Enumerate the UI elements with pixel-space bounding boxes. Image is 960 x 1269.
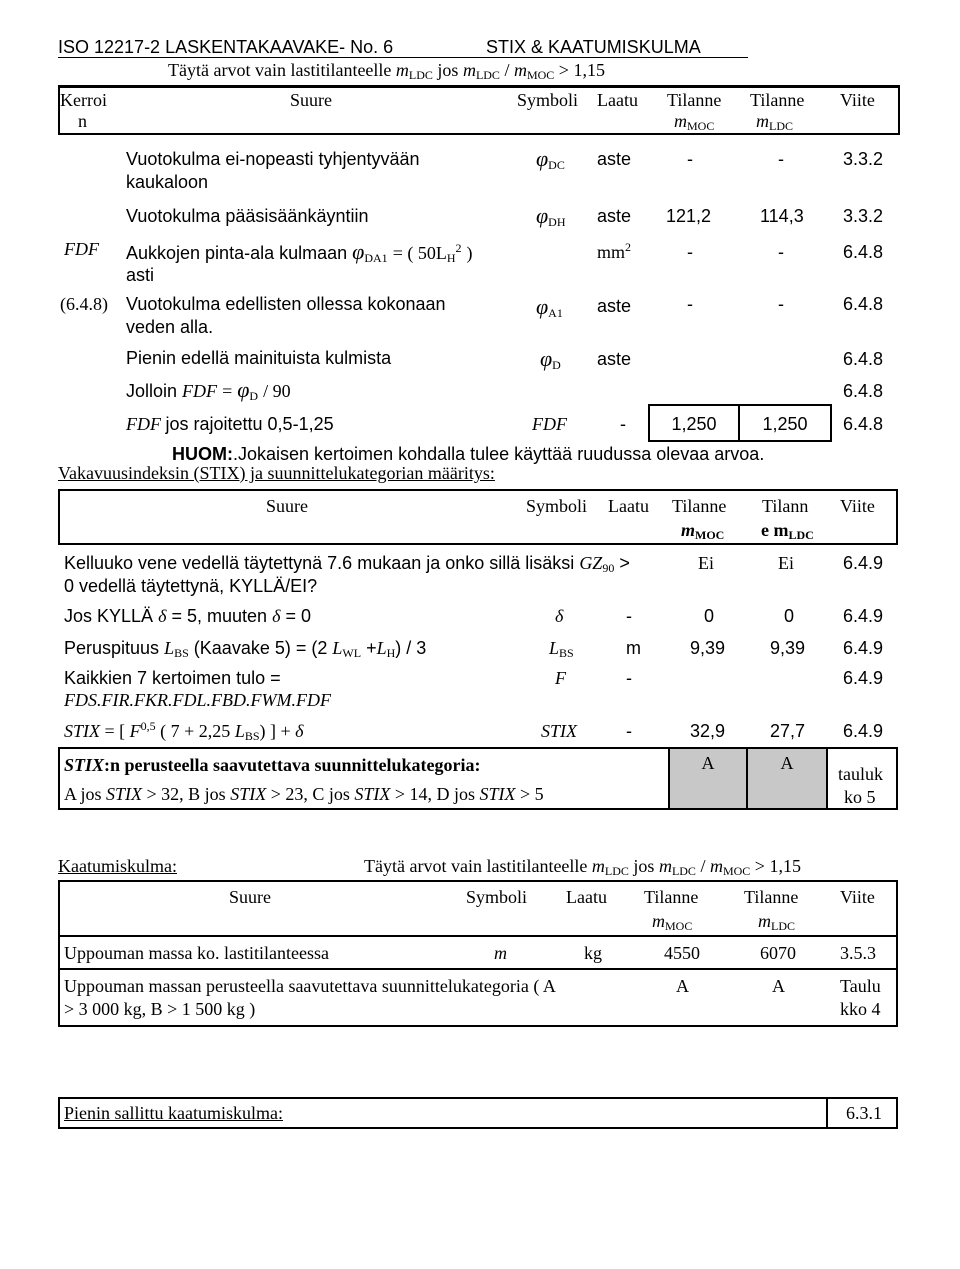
header-m-ldc: $m_{LDC}$ bbox=[756, 111, 793, 133]
t3-row-kategoria-suure: Uppouman massan perusteella saavutettava suunnittelukategoria ( A bbox=[64, 976, 556, 996]
stix-section-title: Vakavuusindeksin (STIX) ja suunnittelukategorian määritys: bbox=[58, 463, 495, 483]
t2-row-kelluuko-moc: Ei bbox=[698, 553, 714, 573]
category-title: STIX:n perusteella saavutettava suunnittelukategoria: bbox=[64, 755, 481, 775]
header-viite: Viite bbox=[840, 90, 875, 110]
row-a1-laatu: aste bbox=[597, 296, 632, 316]
category-viite: tauluk bbox=[838, 764, 883, 784]
row-fdf-viite: 6.4.8 bbox=[843, 414, 884, 434]
row-a1-ldc: - bbox=[778, 294, 784, 314]
t2-row-kelluuko-suure: Kelluuko vene vedellä täytettynä 7.6 mukaan ja onko sillä lisäksi $GZ_{90}$ > bbox=[64, 553, 630, 575]
t2-row-delta-laatu: - bbox=[626, 606, 632, 626]
t2-row-kelluuko-viite: 6.4.9 bbox=[843, 553, 884, 573]
t2-row-delta-moc: 0 bbox=[704, 606, 715, 626]
row-da1-moc: - bbox=[687, 242, 693, 262]
form-subtitle: STIX & KAATUMISKULMA bbox=[486, 37, 701, 57]
t2-header-m-moc: $m_{MOC}$ bbox=[681, 520, 725, 542]
t2-header-viite: Viite bbox=[840, 496, 875, 516]
row-dh-ldc: 114,3 bbox=[760, 206, 804, 226]
row-a1-viite: 6.4.8 bbox=[843, 294, 884, 314]
t3-header-viite: Viite bbox=[840, 887, 875, 907]
t3-row-massa-laatu: kg bbox=[584, 943, 602, 963]
t4-divider bbox=[826, 1097, 828, 1129]
row-fdf-suure: FDF jos rajoitettu 0,5-1,25 bbox=[126, 414, 334, 434]
t2-header-symboli: Symboli bbox=[526, 496, 588, 516]
t3-row-massa-moc: 4550 bbox=[664, 943, 700, 963]
t2-row-lbs-symbol: $L_{BS}$ bbox=[549, 638, 574, 660]
header-kerroin-2: n bbox=[78, 111, 87, 131]
t2-row-lbs-viite: 6.4.9 bbox=[843, 638, 884, 658]
t2-row-delta-viite: 6.4.9 bbox=[843, 606, 884, 626]
category-viite-2: ko 5 bbox=[844, 787, 876, 807]
t2-row-stix-suure: STIX = [ F$^{0,5}$ ( 7 + 2,25 $L_{BS}$) ] + δ bbox=[64, 719, 304, 743]
t2-row-f-suure-2: FDS.FIR.FKR.FDL.FBD.FWM.FDF bbox=[64, 690, 331, 710]
t2-row-kelluuko-ldc: Ei bbox=[778, 553, 794, 573]
row-a1-symbol: $\varphi_{A1}$ bbox=[536, 294, 563, 320]
t2-row-lbs-moc: 9,39 bbox=[690, 638, 726, 658]
t3-header-m-moc: $m_{MOC}$ bbox=[652, 911, 693, 933]
row-a1-moc: - bbox=[687, 294, 693, 314]
table1-right-border bbox=[898, 85, 900, 135]
category-moc: A bbox=[701, 753, 715, 773]
instruction-text: Täytä arvot vain lastitilanteelle $m_{LDC}$ jos $m_{LDC} / m_{MOC} > 1,15$ bbox=[168, 60, 605, 82]
side-label-ref: (6.4.8) bbox=[60, 294, 108, 314]
row-dc-suure-2: kaukaloon bbox=[126, 172, 209, 192]
row-d-suure: Pienin edellä mainituista kulmista bbox=[126, 348, 392, 368]
header-suure: Suure bbox=[290, 90, 332, 110]
t3-header-tilanne-moc: Tilanne bbox=[644, 887, 699, 907]
t2-row-stix-moc: 32,9 bbox=[690, 721, 726, 741]
t4-viite: 6.3.1 bbox=[846, 1103, 882, 1123]
header-tilanne-ldc: Tilanne bbox=[750, 90, 805, 110]
row-dc-symbol: $\varphi_{DC}$ bbox=[536, 146, 565, 172]
t3-row-massa-viite: 3.5.3 bbox=[840, 943, 876, 963]
kaatumis-section-title: Kaatumiskulma: bbox=[58, 856, 177, 876]
row-dc-viite: 3.3.2 bbox=[843, 149, 884, 169]
header-symboli: Symboli bbox=[517, 90, 579, 110]
t2-row-delta-suure: Jos KYLLÄ δ = 5, muuten δ = 0 bbox=[64, 606, 311, 626]
t2-header-suure: Suure bbox=[266, 496, 308, 516]
row-d-viite: 6.4.8 bbox=[843, 349, 884, 369]
t3-row-massa-symbol: m bbox=[494, 943, 507, 963]
t2-row-f-laatu: - bbox=[626, 668, 632, 688]
t3-header-tilanne-ldc: Tilanne bbox=[744, 887, 799, 907]
title-underline bbox=[58, 57, 748, 58]
t3-row-massa-ldc: 6070 bbox=[760, 943, 796, 963]
t2-row-stix-laatu: - bbox=[626, 721, 632, 741]
t3-header-laatu: Laatu bbox=[566, 887, 607, 907]
side-label-fdf: FDF bbox=[64, 239, 99, 259]
t2-row-f-viite: 6.4.9 bbox=[843, 668, 884, 688]
row-fdf-ldc: 1,250 bbox=[762, 414, 808, 434]
t2-row-stix-symbol: STIX bbox=[541, 721, 577, 741]
t2-header-m-ldc: e $m_{LDC}$ bbox=[761, 520, 814, 542]
row-da1-suure-2: asti bbox=[126, 265, 155, 285]
t3-row-kategoria-viite-2: kko 4 bbox=[840, 999, 881, 1019]
t2-header-tilanne-moc: Tilanne bbox=[672, 496, 727, 516]
note-huom: HUOM:.Jokaisen kertoimen kohdalla tulee käyttää ruudussa olevaa arvoa. bbox=[172, 444, 765, 464]
row-da1-viite: 6.4.8 bbox=[843, 242, 884, 262]
header-tilanne-moc: Tilanne bbox=[667, 90, 722, 110]
t2-row-stix-ldc: 27,7 bbox=[770, 721, 806, 741]
t3-header-symboli: Symboli bbox=[466, 887, 528, 907]
row-jolloin-viite: 6.4.8 bbox=[843, 381, 884, 401]
t3-row-massa-suure: Uppouman massa ko. lastitilanteessa bbox=[64, 943, 329, 963]
kaatumis-instruction: Täytä arvot vain lastitilanteelle $m_{LDC}$ jos $m_{LDC} / m_{MOC} > 1,15$ bbox=[364, 856, 801, 878]
form-title-left: ISO 12217-2 LASKENTAKAAVAKE- No. 6 bbox=[58, 37, 394, 57]
row-fdf-symbol: FDF bbox=[532, 414, 567, 434]
row-da1-suure: Aukkojen pinta-ala kulmaan $\varphi_{DA1}$ = ( $50L_H^2$ ) bbox=[126, 239, 473, 265]
row-d-laatu: aste bbox=[597, 349, 632, 369]
row-dc-suure: Vuotokulma ei-nopeasti tyhjentyvään bbox=[126, 149, 420, 169]
row-fdf-moc: 1,250 bbox=[671, 414, 717, 434]
t2-row-delta-symbol: δ bbox=[555, 606, 564, 626]
t2-row-delta-ldc: 0 bbox=[784, 606, 795, 626]
row-dc-moc: - bbox=[687, 149, 693, 169]
t2-row-f-symbol: F bbox=[555, 668, 566, 688]
row-fdf-laatu: - bbox=[620, 414, 626, 434]
t2-row-f-suure: Kaikkien 7 kertoimen tulo = bbox=[64, 668, 281, 688]
t3-row-kategoria-moc: A bbox=[676, 976, 689, 996]
t3-row-kategoria-viite: Taulu bbox=[840, 976, 881, 996]
row-a1-suure: Vuotokulma edellisten ollessa kokonaan bbox=[126, 294, 446, 314]
row-dc-ldc: - bbox=[778, 149, 784, 169]
row-a1-suure-2: veden alla. bbox=[126, 317, 214, 337]
t2-row-stix-viite: 6.4.9 bbox=[843, 721, 884, 741]
t3-row-kategoria-ldc: A bbox=[772, 976, 785, 996]
header-kerroin: Kerroi bbox=[60, 90, 107, 110]
row-jolloin-suure: Jolloin FDF = $\varphi_D / 90$ bbox=[126, 377, 291, 403]
t2-row-lbs-laatu: m bbox=[626, 638, 641, 658]
category-criteria: A jos STIX > 32, B jos STIX > 23, C jos STIX > 14, D jos STIX > 5 bbox=[64, 784, 544, 804]
row-d-symbol: $\varphi_D$ bbox=[540, 346, 561, 372]
form-title bbox=[58, 36, 393, 58]
row-dh-laatu: aste bbox=[597, 206, 632, 226]
t2-header-laatu: Laatu bbox=[608, 496, 649, 516]
t2-header-tilanne-ldc: Tilann bbox=[762, 496, 809, 516]
row-dh-moc: 121,2 bbox=[666, 206, 712, 226]
row-dh-viite: 3.3.2 bbox=[843, 206, 884, 226]
t3-header-suure: Suure bbox=[229, 887, 271, 907]
table1-header-border bbox=[58, 133, 900, 135]
row-da1-ldc: - bbox=[778, 242, 784, 262]
row-dc-laatu: aste bbox=[597, 149, 632, 169]
table1-top-border bbox=[58, 85, 900, 88]
header-m-moc: $m_{MOC}$ bbox=[674, 111, 715, 133]
t2-row-lbs-ldc: 9,39 bbox=[770, 638, 806, 658]
t3-row-kategoria-suure-2: > 3 000 kg, B > 1 500 kg ) bbox=[64, 999, 256, 1019]
header-laatu: Laatu bbox=[597, 90, 638, 110]
t2-row-kelluuko-suure-2: 0 vedellä täytettynä, KYLLÄ/EI? bbox=[64, 576, 318, 596]
row-dh-symbol: $\varphi_{DH}$ bbox=[536, 203, 566, 229]
row-dh-suure: Vuotokulma pääsisäänkäyntiin bbox=[126, 206, 369, 226]
t2-row-lbs-suure: Peruspituus $L_{BS}$ (Kaavake 5) = (2 $L_{WL} +L_H) / 3$ bbox=[64, 638, 427, 660]
row-da1-laatu: $mm^2$ bbox=[597, 240, 632, 262]
category-ldc: A bbox=[780, 753, 794, 773]
t3-header-m-ldc: $m_{LDC}$ bbox=[758, 911, 795, 933]
t4-label: Pienin sallittu kaatumiskulma: bbox=[64, 1103, 283, 1123]
